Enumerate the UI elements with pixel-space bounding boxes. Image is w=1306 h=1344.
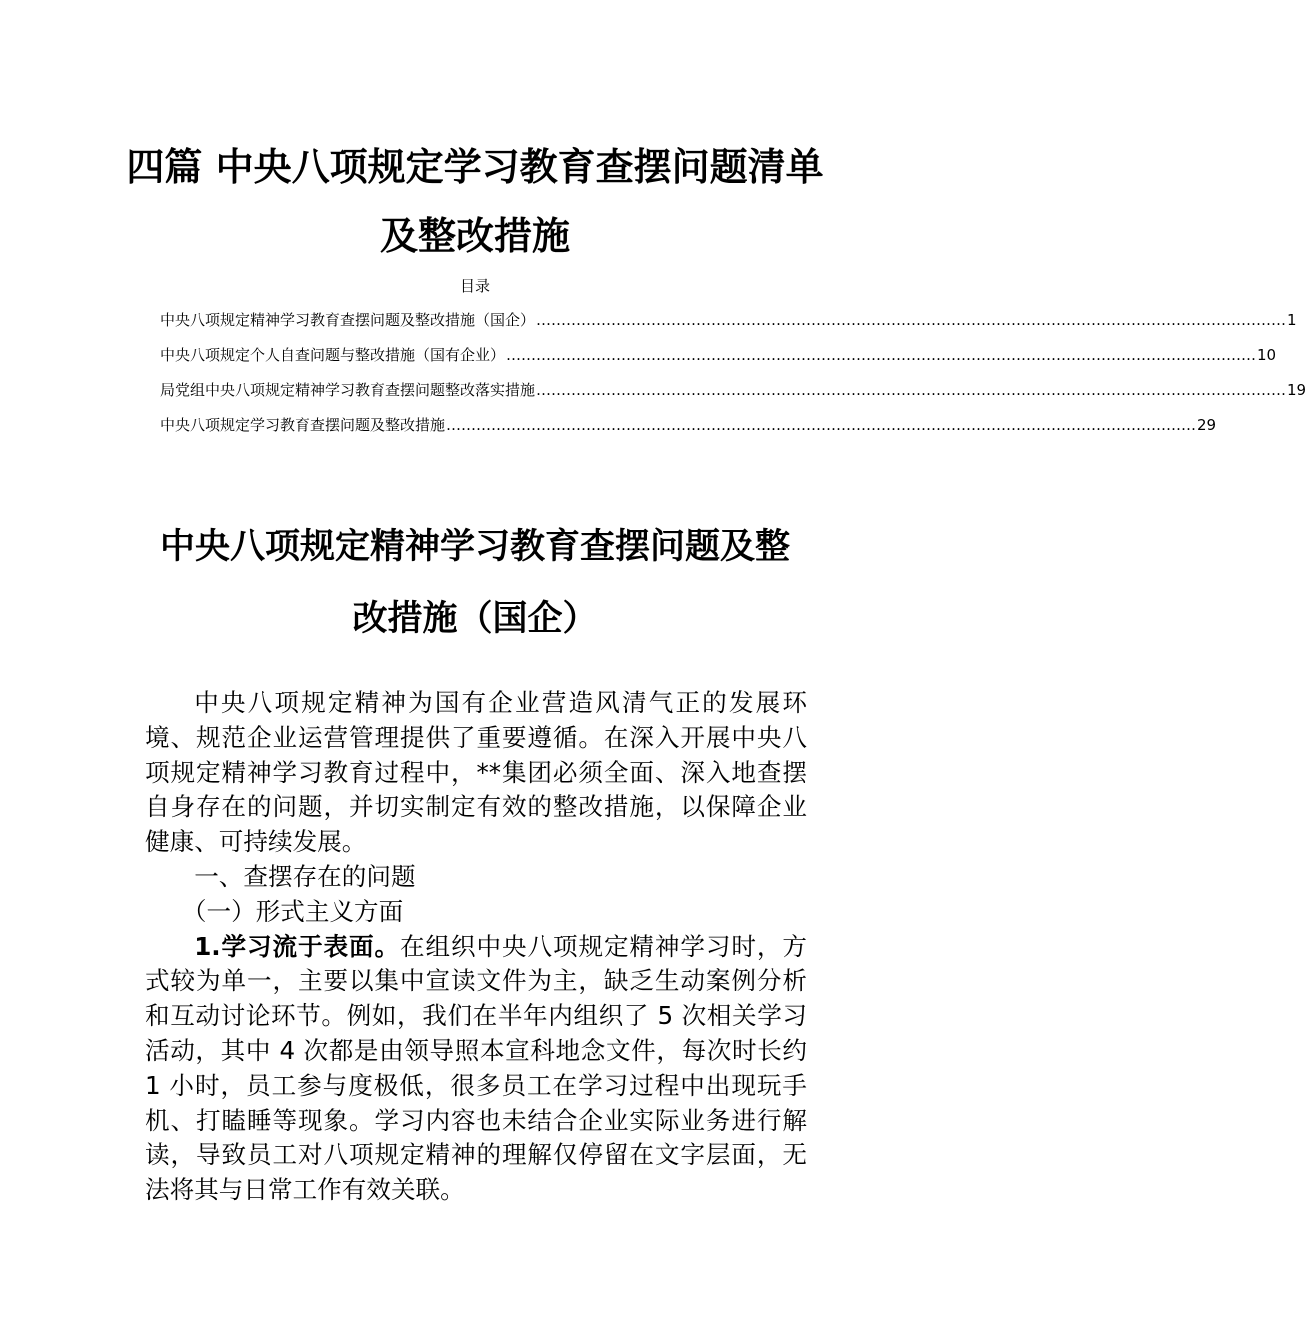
section-title-line-2: 改措施（国企） (352, 599, 598, 639)
toc-entry-title: 中央八项规定精神学习教育查摆问题及整改措施（国企） (160, 311, 536, 329)
item-lead: 1.学习流于表面。 (194, 931, 400, 961)
item-text: 在组织中央八项规定精神学习时，方式较为单一，主要以集中宣读文件为主，缺乏生动案例分析和互动讨论环节。例如，我们在半年内组织了 5 次相关学习活动，其中 4 次都是由领导照本宣科地念文件，每次时长约 1 小时，员工参与度极低，很多员工在学习过程中出现玩手机、打瞌睡等现象。学习内容也未结合企业实际业务进行解读，导致员工对八项规定精神的理解仅停留在文字层面，无法将其与日常工作有效关联。 (145, 931, 807, 1205)
toc-entry-title: 中央八项规定学习教育查摆问题及整改措施 (160, 416, 446, 434)
toc-leader-dots: …………………………………………………………………………………………………………………………………… (446, 416, 1197, 434)
toc-entry-page: 19 (1287, 381, 1306, 399)
toc-entry-page: 10 (1257, 346, 1277, 364)
document-title-line-1: 四篇 中央八项规定学习教育查摆问题清单 (126, 145, 824, 189)
heading-level-2: （一）形式主义方面 (181, 896, 404, 926)
section-title-line-1: 中央八项规定精神学习教育查摆问题及整 (159, 527, 790, 567)
toc-entry[interactable] (160, 380, 1306, 415)
document-title-line-2: 及整改措施 (379, 214, 570, 258)
toc-leader-dots: …………………………………………………………………………………………………………………………………… (506, 346, 1257, 364)
toc-heading: 目录 (459, 277, 490, 295)
toc-leader-dots: …………………………………………………………………………………………………………………………………… (536, 381, 1287, 399)
toc-entry-title: 局党组中央八项规定精神学习教育查摆问题整改落实措施 (160, 381, 536, 399)
table-of-contents (160, 310, 1306, 450)
toc-entry[interactable] (160, 415, 1217, 450)
toc-leader-dots: …………………………………………………………………………………………………………………………………… (536, 311, 1287, 329)
toc-entry[interactable] (160, 310, 1297, 345)
toc-entry-page: 1 (1287, 311, 1297, 329)
heading-level-1: 一、查摆存在的问题 (194, 861, 416, 891)
toc-entry-title: 中央八项规定个人自查问题与整改措施（国有企业） (160, 346, 506, 364)
toc-entry-page: 29 (1197, 416, 1217, 434)
intro-paragraph: 中央八项规定精神为国有企业营造风清气正的发展环境、规范企业运营管理提供了重要遵循。在深入开展中央八项规定精神学习教育过程中，**集团必须全面、深入地查摆自身存在的问题，并切实制定有效的整改措施，以保障企业健康、可持续发展。 (145, 688, 807, 857)
toc-entry[interactable] (160, 345, 1277, 380)
section-body (145, 686, 807, 1208)
item-paragraph (145, 930, 807, 1208)
